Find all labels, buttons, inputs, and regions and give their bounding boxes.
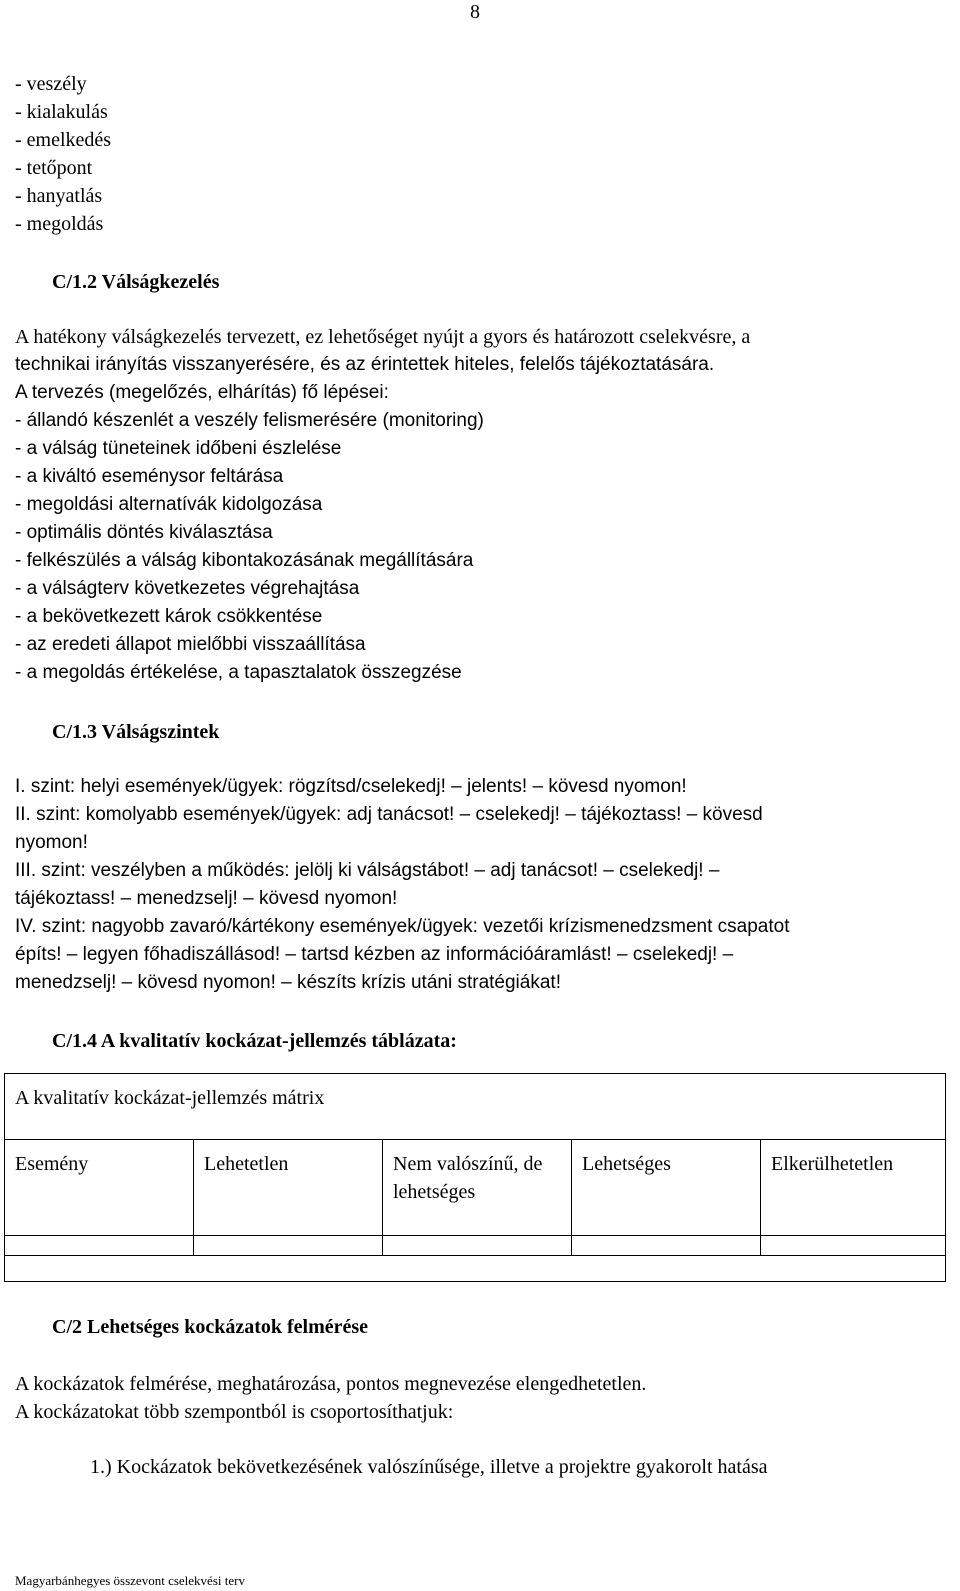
step-item: - a kiváltó eseménysor feltárása — [15, 466, 284, 487]
step-item: - a válságterv következetes végrehajtása — [15, 578, 360, 599]
section-heading-c13: C/1.3 Válságszintek — [52, 721, 220, 743]
column-header: Elkerülhetetlen — [761, 1140, 946, 1236]
intro-line: technikai irányítás visszanyerésére, és az érintettek hiteles, felelős tájékoztatására. — [15, 354, 715, 375]
paragraph-line: A kockázatokat több szempontból is csoportosíthatjuk: — [15, 1401, 454, 1423]
step-item: - a megoldás értékelése, a tapasztalatok összegzése — [15, 662, 462, 683]
crisis-management-text — [15, 323, 945, 687]
step-item: - optimális döntés kiválasztása — [15, 522, 273, 543]
level-line: tájékoztass! – menedzselj! – kövesd nyomon! — [15, 888, 398, 909]
table-cell — [572, 1236, 761, 1256]
table-cell — [5, 1236, 194, 1256]
table-title: A kvalitatív kockázat-jellemzés mátrix — [5, 1074, 946, 1140]
level-line: III. szint: veszélyben a működés: jelölj ki válságstábot! – adj tanácsot! – cselekedj! – — [15, 860, 720, 881]
phase-item: - veszély — [15, 73, 87, 95]
table-cell — [761, 1236, 946, 1256]
risk-matrix-table — [4, 1073, 946, 1282]
level-line: I. szint: helyi események/ügyek: rögzítsd/cselekedj! – jelents! – kövesd nyomon! — [15, 776, 687, 797]
phase-item: - megoldás — [15, 213, 104, 235]
step-item: - állandó készenlét a veszély felismerésére (monitoring) — [15, 410, 484, 431]
section-heading-c2: C/2 Lehetséges kockázatok felmérése — [52, 1316, 369, 1338]
level-line: II. szint: komolyabb események/ügyek: adj tanácsot! – cselekedj! – tájékoztass! – kövesd — [15, 804, 763, 825]
step-item: - a bekövetkezett károk csökkentése — [15, 606, 323, 627]
step-item: - megoldási alternatívák kidolgozása — [15, 494, 323, 515]
page-number: 8 — [470, 1, 480, 23]
table-cell — [383, 1236, 572, 1256]
crisis-levels-text — [15, 773, 945, 997]
phase-item: - tetőpont — [15, 157, 93, 179]
level-line: IV. szint: nagyobb zavaró/kártékony események/ügyek: vezetői krízismenedzsment csapatot — [15, 916, 790, 937]
level-line: építs! – legyen főhadiszállásod! – tartsd kézben az információáramlást! – cselekedj! – — [15, 944, 734, 965]
phase-list — [15, 70, 945, 238]
footer: Magyarbánhegyes összevont cselekvési terv — [15, 1573, 245, 1588]
step-item: - az eredeti állapot mielőbbi visszaállítása — [15, 634, 366, 655]
section-heading-c14: C/1.4 A kvalitatív kockázat-jellemzés táblázata: — [52, 1030, 457, 1052]
table-cell — [5, 1256, 946, 1282]
column-header: Esemény — [5, 1140, 194, 1236]
step-item: - a válság tüneteinek időbeni észlelése — [15, 438, 342, 459]
column-header: Lehetetlen — [194, 1140, 383, 1236]
phase-item: - emelkedés — [15, 129, 112, 151]
intro-line: A hatékony válságkezelés tervezett, ez lehetőséget nyújt a gyors és határozott cselekvésre, a — [15, 326, 751, 348]
step-item: - felkészülés a válság kibontakozásának megállítására — [15, 550, 474, 571]
phase-item: - kialakulás — [15, 101, 108, 123]
risk-assessment-text — [15, 1370, 945, 1426]
level-line: menedzselj! – kövesd nyomon! – készíts krízis utáni stratégiákat! — [15, 972, 561, 993]
level-line: nyomon! — [15, 832, 88, 853]
paragraph-line: A kockázatok felmérése, meghatározása, pontos megnevezése elengedhetetlen. — [15, 1373, 647, 1395]
table-cell — [194, 1236, 383, 1256]
section-heading-c12: C/1.2 Válságkezelés — [52, 271, 220, 293]
column-header: Lehetséges — [572, 1140, 761, 1236]
column-header: Nem valószínű, de lehetséges — [383, 1140, 572, 1236]
steps-title: A tervezés (megelőzés, elhárítás) fő lépései: — [15, 382, 389, 403]
numbered-item: 1.) Kockázatok bekövetkezésének valószínűsége, illetve a projektre gyakorolt hatása — [90, 1456, 768, 1478]
phase-item: - hanyatlás — [15, 185, 103, 207]
